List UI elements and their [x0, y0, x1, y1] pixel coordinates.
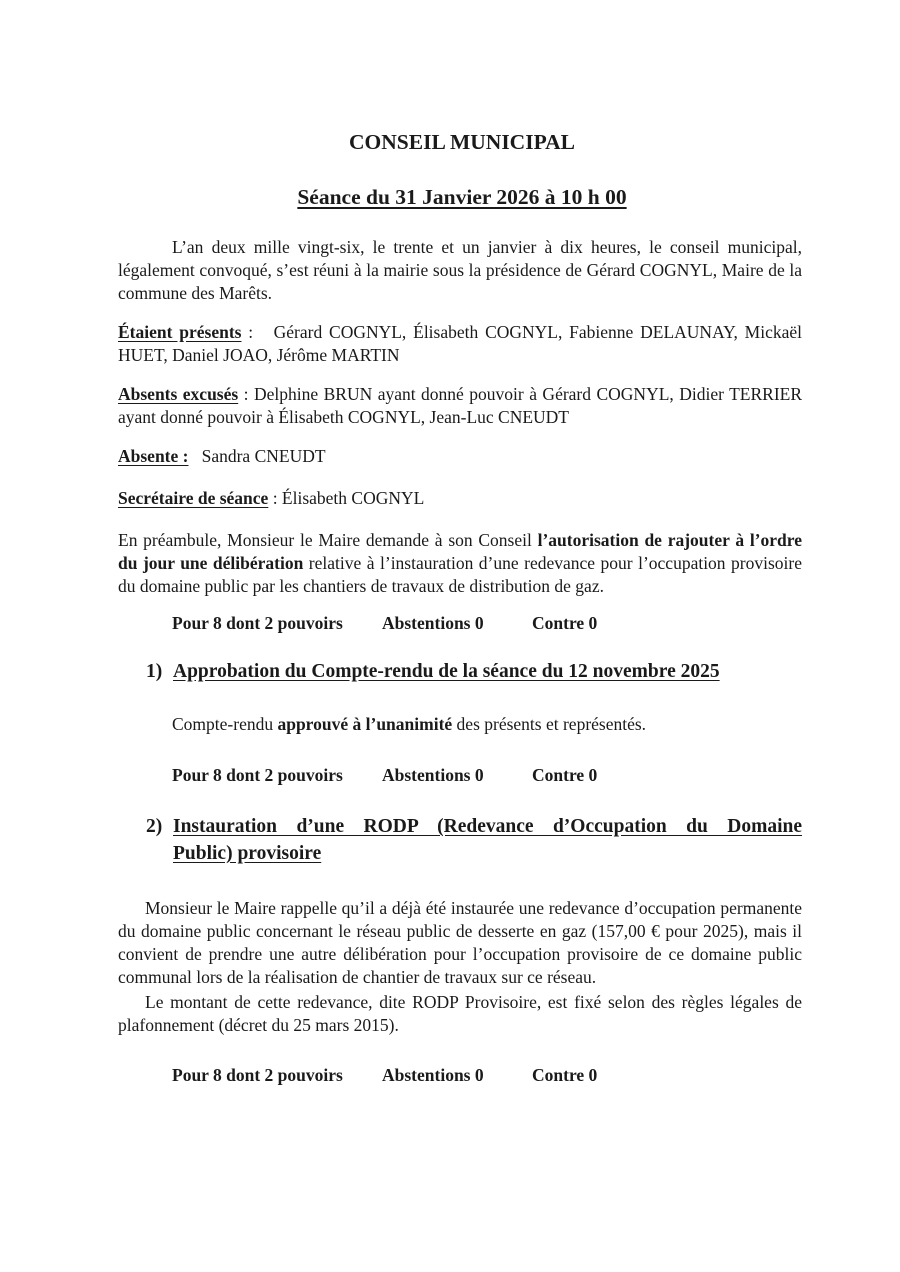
item1-heading-text: Approbation du Compte-rendu de la séance du 12 novembre 2025 [173, 661, 720, 682]
vote-pour: Pour 8 dont 2 pouvoirs [172, 765, 343, 785]
document-page [118, 0, 802, 1272]
vote-contre: Contre 0 [532, 1065, 598, 1085]
vote-line-item2 [172, 1064, 597, 1087]
presents-paragraph [118, 321, 802, 367]
session-subtitle-text: Séance du 31 Janvier 2026 à 10 h 00 [297, 185, 627, 209]
item1-before: Compte-rendu [172, 714, 278, 734]
item1-heading [146, 658, 802, 685]
presents-sep: : [241, 322, 254, 342]
absents-excuses-text: : Delphine BRUN ayant donné pouvoir à Gérard COGNYL, Didier TERRIER ayant donné pouvoir à Élisabeth COGNYL, Jean-Luc CNEUDT [118, 384, 803, 427]
presents-text: Gérard COGNYL, Élisabeth COGNYL, Fabienne DELAUNAY, Mickaël HUET, Daniel JOAO, Jérôme MARTIN [118, 322, 803, 365]
session-subtitle [118, 184, 806, 210]
absente-paragraph [118, 445, 802, 468]
item2-paragraph-1: Monsieur le Maire rappelle qu’il a déjà été instaurée une redevance d’occupation permanente du domaine public concernant le réseau public de desserte en gaz (157,00 € pour 2025), mais il convient de prendre une autre délibération pour l’occupation provisoire de ce domaine public communal lors de la réalisation de chantier de travaux sur ce réseau. [118, 898, 802, 987]
vote-abstentions: Abstentions 0 [382, 613, 484, 633]
vote-contre: Contre 0 [532, 613, 598, 633]
vote-abstentions: Abstentions 0 [382, 765, 484, 785]
preambule-after: relative à l’instauration d’une redevance pour l’occupation provisoire du domaine public par les chantiers de travaux de distribution de gaz. [118, 553, 802, 596]
preambule-before: En préambule, Monsieur le Maire demande à son Conseil [118, 530, 538, 550]
intro-paragraph: L’an deux mille vingt-six, le trente et un janvier à dix heures, le conseil municipal, légalement convoqué, s’est réuni à la mairie sous la présidence de Gérard COGNYL, Maire de la commune des Marêts. [118, 237, 802, 303]
item2-heading-line1: Instauration d’une RODP (Redevance d’Occupation du Domaine [173, 816, 802, 837]
absents-excuses-paragraph [118, 383, 802, 429]
preambule-paragraph [118, 529, 802, 598]
vote-abstentions: Abstentions 0 [382, 1065, 484, 1085]
vote-contre: Contre 0 [532, 765, 598, 785]
absents-excuses-label: Absents excusés [118, 384, 239, 404]
preambule-bold: l’autorisation de rajouter à l’ordre du jour une délibération [118, 530, 802, 573]
presents-label: Étaient présents [118, 322, 242, 342]
absente-text: Sandra CNEUDT [201, 446, 326, 466]
absente-label: Absente : [118, 446, 189, 466]
item1-paragraph [172, 713, 802, 736]
secretaire-paragraph [118, 487, 802, 510]
secretaire-text: : Élisabeth COGNYL [268, 488, 425, 508]
vote-pour: Pour 8 dont 2 pouvoirs [172, 613, 343, 633]
page-title: CONSEIL MUNICIPAL [349, 130, 575, 154]
item2-number: 2) [146, 816, 163, 837]
vote-pour: Pour 8 dont 2 pouvoirs [172, 1065, 343, 1085]
vote-line-item1 [172, 764, 597, 787]
secretaire-label: Secrétaire de séance [118, 488, 269, 508]
item1-after: des présents et représentés. [452, 714, 647, 734]
vote-line-preambule [172, 612, 597, 635]
item1-number: 1) [146, 661, 163, 682]
item2-heading [146, 813, 802, 867]
item2-paragraph-2: Le montant de cette redevance, dite RODP Provisoire, est fixé selon des règles légales de plafonnement (décret du 25 mars 2015). [118, 992, 802, 1035]
item1-bold: approuvé à l’unanimité [277, 714, 453, 734]
item2-heading-line2: Public) provisoire [173, 843, 322, 864]
